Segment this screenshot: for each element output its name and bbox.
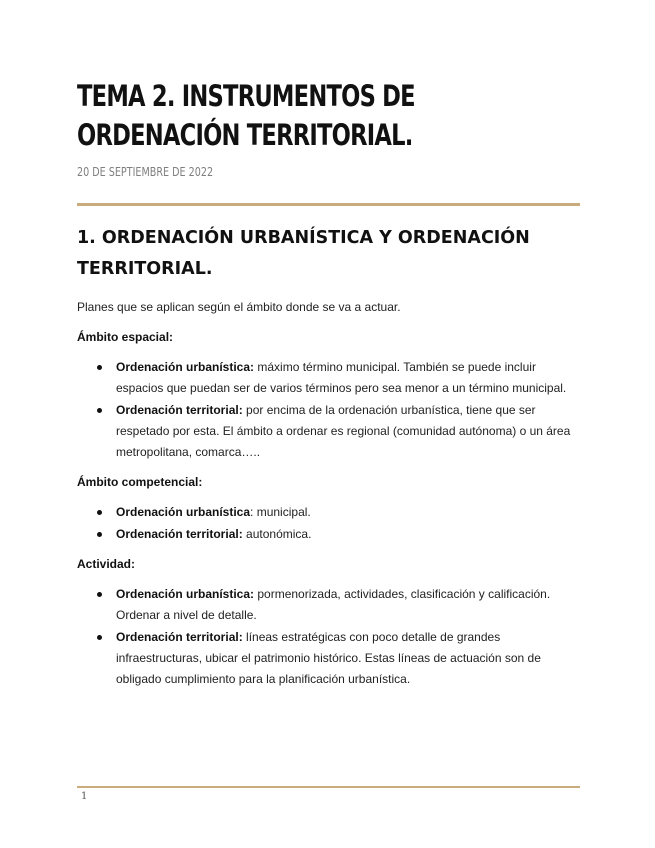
list-item-text: pormenorizada, actividades, clasificación y calificación. Ordenar a nivel de detalle. <box>116 587 551 622</box>
list-item <box>77 357 580 399</box>
intro-paragraph: Planes que se aplican según el ámbito donde se va a actuar. <box>77 300 401 314</box>
list-activity <box>77 584 580 690</box>
list-item-term: Ordenación territorial: <box>116 630 243 644</box>
bullet-icon <box>97 635 102 640</box>
list-item-term: Ordenación urbanística: <box>116 587 255 601</box>
list-item-text: máximo término municipal. También se puede incluir espacios que puedan ser de varios términos pero sea menor a un término municipal. <box>116 360 567 395</box>
bullet-icon <box>97 365 102 370</box>
list-item <box>77 400 580 463</box>
list-competence <box>77 502 580 545</box>
bullet-icon <box>97 532 102 537</box>
list-item <box>77 524 580 545</box>
list-spatial <box>77 357 580 463</box>
group-label-spatial: Ámbito espacial: <box>77 330 174 344</box>
list-item <box>77 502 580 523</box>
list-item-text: por encima de la ordenación urbanística, tiene que ser respetado por esta. El ámbito a ordenar es regional (comunidad autónoma) o un área metropolitana, comarca….. <box>116 403 571 459</box>
list-item <box>77 627 580 690</box>
list-item-text: : municipal. <box>250 505 311 519</box>
group-label-competence: Ámbito competencial: <box>77 475 203 489</box>
footer-divider <box>77 786 580 788</box>
bullet-icon <box>97 592 102 597</box>
list-item-term: Ordenación territorial: <box>116 527 243 541</box>
list-item-term: Ordenación urbanística <box>116 505 251 519</box>
document-title: TEMA 2. INSTRUMENTOS DE ORDENACIÓN TERRITORIAL. <box>77 79 415 152</box>
page-number: 1 <box>81 791 88 802</box>
list-item-term: Ordenación urbanística: <box>116 360 255 374</box>
list-item <box>77 584 580 626</box>
list-item-text: líneas estratégicas con poco detalle de grandes infraestructuras, ubicar el patrimonio histórico. Estas líneas de actuación son de obligado cumplimiento para la planificación urbanística. <box>116 630 541 686</box>
document-date: 20 DE SEPTIEMBRE DE 2022 <box>77 165 214 179</box>
bullet-icon <box>97 510 102 515</box>
document-body <box>77 223 580 699</box>
list-item-term: Ordenación territorial: <box>116 403 243 417</box>
group-label-activity: Actividad: <box>77 557 136 571</box>
section-heading: 1. ORDENACIÓN URBANÍSTICA Y ORDENACIÓN TERRITORIAL. <box>77 228 530 279</box>
bullet-icon <box>97 408 102 413</box>
header-divider <box>77 203 580 206</box>
list-item-text: autonómica. <box>242 527 312 541</box>
